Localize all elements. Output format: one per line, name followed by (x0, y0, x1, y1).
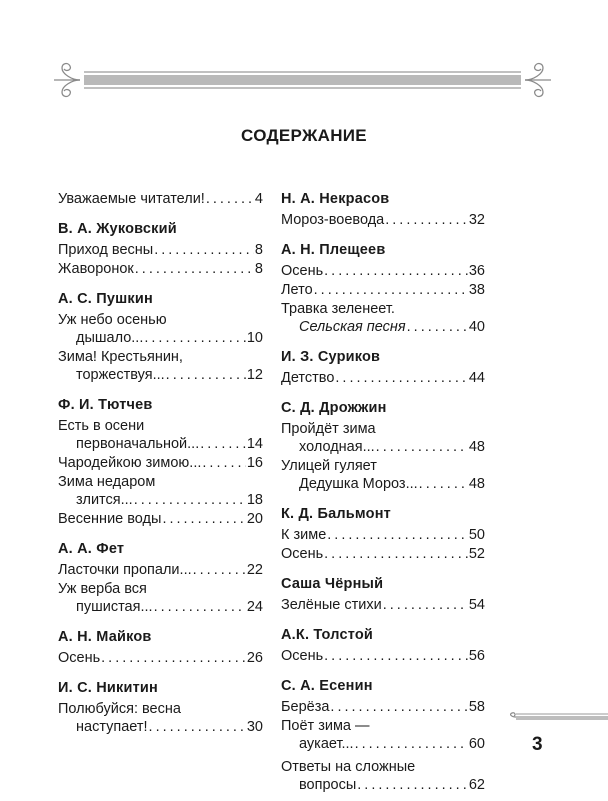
toc-page-number: 30 (246, 719, 263, 735)
toc-entry-title: Зелёные стихи (281, 597, 382, 613)
dot-leader (324, 262, 468, 280)
toc-entry-title: Детство (281, 370, 335, 386)
toc-entry (58, 329, 263, 347)
toc-entry-title: Осень (281, 648, 324, 664)
toc-page-number: 20 (246, 511, 263, 527)
toc-entry (281, 438, 485, 456)
dot-leader (149, 718, 246, 736)
toc-page-number: 60 (468, 736, 485, 752)
toc-entry-title: Травка зеленеет. (281, 301, 395, 317)
dot-leader (330, 698, 467, 716)
toc-page-number: 16 (246, 455, 263, 471)
toc-entry-title: Ласточки пропали... (58, 562, 192, 578)
toc-page-number: 8 (254, 261, 263, 277)
toc-page-number: 40 (468, 319, 485, 335)
author-heading: И. С. Никитин (58, 680, 158, 696)
toc-entry (281, 318, 485, 336)
dot-leader (376, 438, 468, 456)
dot-leader (383, 596, 468, 614)
author-heading: А. А. Фет (58, 541, 125, 557)
toc-entry (58, 190, 263, 208)
dot-leader (324, 647, 468, 665)
dot-leader (419, 475, 468, 493)
dot-leader (202, 454, 245, 472)
toc-entry-title: Уж верба вся (58, 581, 147, 597)
dot-leader (166, 366, 246, 384)
toc-page-number: 22 (246, 562, 263, 578)
toc-entry-title-line (281, 457, 485, 475)
toc-entry-title: Осень (281, 263, 324, 279)
toc-entry (281, 776, 485, 794)
toc-entry (58, 598, 263, 616)
toc-entry-title-line (281, 717, 485, 735)
dot-leader (335, 369, 467, 387)
toc-entry-title-line (58, 311, 263, 329)
author-heading: Н. А. Некрасов (281, 191, 390, 207)
toc-entry-title: Чародейкою зимою... (58, 455, 202, 471)
toc-entry (58, 491, 263, 509)
dot-leader (144, 329, 246, 347)
dot-leader (385, 211, 468, 229)
toc-entry-title: дышало... (76, 330, 144, 346)
toc-entry (281, 545, 485, 563)
page-title: СОДЕРЖАНИЕ (241, 126, 367, 145)
toc-entry-title-line (58, 348, 263, 366)
dot-leader (206, 190, 254, 208)
toc-entry-title: Весенние воды (58, 511, 162, 527)
toc-entry-title: Зима! Крестьянин, (58, 349, 183, 365)
toc-entry-title: Ответы на сложные (281, 759, 416, 775)
author-heading: С. А. Есенин (281, 678, 373, 694)
toc-entry-title: Осень (58, 650, 101, 666)
dot-leader (135, 260, 254, 278)
toc-entry-title: вопросы (299, 777, 357, 793)
toc-entry-title: Пройдёт зима (281, 421, 376, 437)
toc-entry (58, 561, 263, 579)
toc-page-number: 62 (468, 777, 485, 793)
toc-entry (58, 435, 263, 453)
toc-entry-title: К зиме (281, 527, 327, 543)
toc-entry (58, 718, 263, 736)
toc-page-number: 26 (246, 650, 263, 666)
toc-right-column (281, 190, 485, 795)
author-heading: Саша Чёрный (281, 576, 384, 592)
toc-page-number: 48 (468, 439, 485, 455)
toc-page-number: 58 (468, 699, 485, 715)
toc-page-number: 12 (246, 367, 263, 383)
toc-entry (281, 262, 485, 280)
toc-page-number: 48 (468, 476, 485, 492)
toc-page-number: 24 (246, 599, 263, 615)
toc-entry-title: Уважаемые читатели! (58, 191, 205, 207)
toc-page-number: 10 (246, 330, 263, 346)
toc-entry (58, 241, 263, 259)
toc-page-number: 44 (468, 370, 485, 386)
toc-entry (281, 735, 485, 753)
author-heading: А. С. Пушкин (58, 291, 153, 307)
dot-leader (324, 545, 468, 563)
toc-entry-title-line (58, 700, 263, 718)
toc-entry-title: Улицей гуляет (281, 458, 377, 474)
toc-entry-title-line (281, 758, 485, 776)
toc-entry-title: Есть в осени (58, 418, 145, 434)
author-heading: И. З. Суриков (281, 349, 381, 365)
toc-entry (281, 211, 485, 229)
toc-entry-title-line (58, 417, 263, 435)
author-heading: А. Н. Майков (58, 629, 152, 645)
toc-entry-title: пушистая... (76, 599, 153, 615)
toc-entry (281, 281, 485, 299)
toc-entry (58, 260, 263, 278)
toc-page-number: 14 (246, 436, 263, 452)
dot-leader (101, 649, 246, 667)
author-heading: К. Д. Бальмонт (281, 506, 391, 522)
dot-leader (154, 598, 246, 616)
toc-page-number: 38 (468, 282, 485, 298)
dot-leader (200, 435, 246, 453)
toc-entry (58, 649, 263, 667)
toc-page-number: 32 (468, 212, 485, 228)
toc-entry-title: Лето (281, 282, 313, 298)
dot-leader (134, 491, 246, 509)
toc-entry (281, 596, 485, 614)
toc-entry-title: аукает... (299, 736, 354, 752)
toc-entry (281, 698, 485, 716)
toc-entry (281, 526, 485, 544)
toc-entry-title-line (58, 580, 263, 598)
toc-entry-title: наступает! (76, 719, 148, 735)
toc-entry-title: Полюбуйся: весна (58, 701, 181, 717)
toc-entry-title-line (281, 420, 485, 438)
toc-page-number: 36 (468, 263, 485, 279)
toc-entry (281, 475, 485, 493)
page-number: 3 (532, 734, 543, 755)
toc-page-number: 50 (468, 527, 485, 543)
toc-entry-title: Поёт зима — (281, 718, 370, 734)
dot-leader (355, 735, 468, 753)
toc-entry-title: первоначальной... (76, 436, 200, 452)
toc-entry (58, 366, 263, 384)
toc-entry-title: Мороз-воевода (281, 212, 385, 228)
toc-entry (281, 369, 485, 387)
toc-entry (58, 454, 263, 472)
toc-page-number: 8 (254, 242, 263, 258)
toc-entry-title: Осень (281, 546, 324, 562)
dot-leader (357, 776, 468, 794)
author-heading: Ф. И. Тютчев (58, 397, 153, 413)
dot-leader (154, 241, 254, 259)
toc-entry (58, 510, 263, 528)
toc-page-number: 56 (468, 648, 485, 664)
toc-page-number: 52 (468, 546, 485, 562)
dot-leader (162, 510, 245, 528)
toc-entry-title: Сельская песня (299, 319, 406, 335)
toc-entry-title: Дедушка Мороз... (299, 476, 418, 492)
dot-leader (314, 281, 468, 299)
toc-entry-title: Уж небо осенью (58, 312, 167, 328)
toc-page-number: 54 (468, 597, 485, 613)
toc-entry-title: Зима недаром (58, 474, 156, 490)
toc-entry-title: холодная... (299, 439, 375, 455)
toc-left-column (58, 190, 263, 737)
toc-page-number: 18 (246, 492, 263, 508)
author-heading: А. Н. Плещеев (281, 242, 386, 258)
author-heading: В. А. Жуковский (58, 221, 177, 237)
author-heading: А.К. Толстой (281, 627, 374, 643)
page-number-ornament (508, 712, 608, 722)
dot-leader (193, 561, 246, 579)
dot-leader (407, 318, 468, 336)
toc-entry-title-line (58, 473, 263, 491)
toc-entry-title: Жаворонок (58, 261, 134, 277)
toc-entry-title: Приход весны (58, 242, 154, 258)
dot-leader (327, 526, 468, 544)
toc-page-number: 4 (254, 191, 263, 207)
toc-entry-title: Берёза (281, 699, 330, 715)
header-ornament (50, 60, 555, 100)
author-heading: С. Д. Дрожжин (281, 400, 387, 416)
toc-entry-title: торжествуя... (76, 367, 165, 383)
toc-entry-title-line (281, 300, 485, 318)
toc-entry (281, 647, 485, 665)
toc-entry-title: злится... (76, 492, 133, 508)
